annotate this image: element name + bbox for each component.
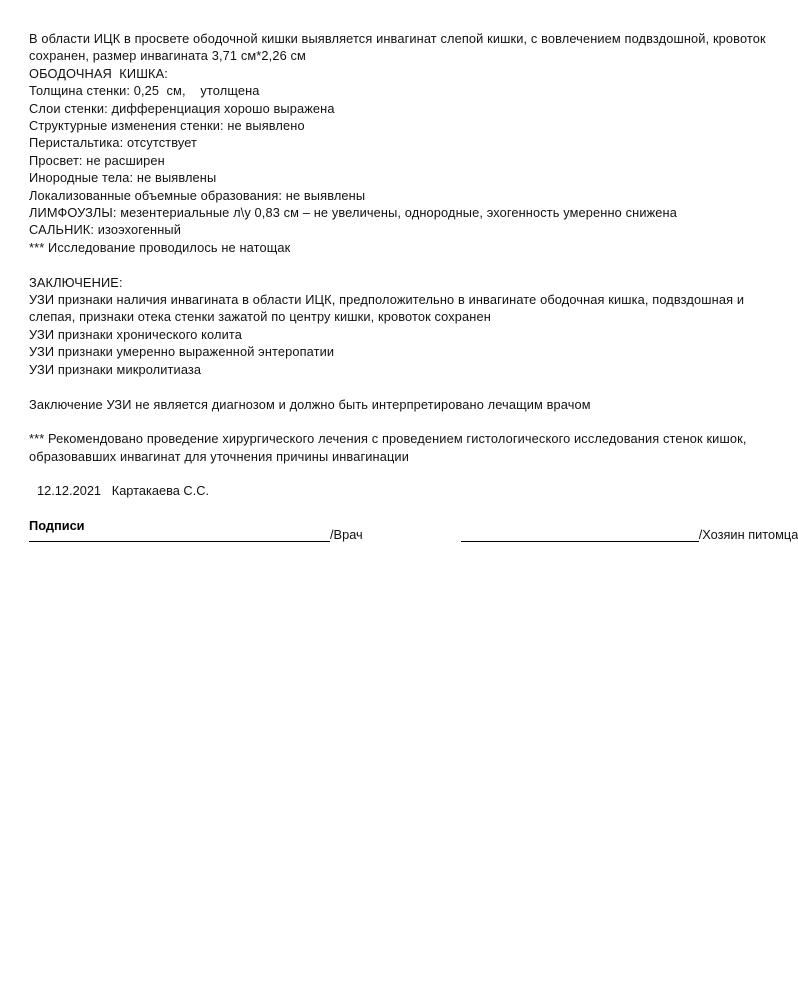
signature-block-doctor — [29, 524, 363, 542]
finding-peristalsis: Перистальтика: отсутствует — [29, 135, 198, 151]
finding-lumen: Просвет: не расширен — [29, 152, 165, 168]
signature-author-name: Картакаева С.С. — [111, 483, 210, 499]
conclusion-item-microlithiasis: УЗИ признаки микролитиаза — [29, 361, 202, 377]
lymph-nodes-finding: ЛИМФОУЗЛЫ: мезентериальные л\у 0,83 см – не увеличены, однородные, эхогенность умеренно снижена — [29, 205, 677, 221]
omentum-finding: САЛЬНИК: изоэхогенный — [29, 222, 181, 238]
signature-date: 12.12.2021 — [37, 483, 102, 499]
recommendation-text: *** Рекомендовано проведение хирургического лечения с проведением гистологического исследования стенок кишок, образовавших инвагинат для уточнения причины инвагинации — [29, 431, 747, 464]
signature-date-row — [29, 482, 798, 499]
finding-localized-masses: Локализованные объемные образования: не выявлены — [29, 187, 366, 203]
disclaimer-text: Заключение УЗИ не является диагнозом и должно быть интерпретировано лечащим врачом — [29, 396, 591, 412]
intro-paragraph: В области ИЦК в просвете ободочной кишки выявляется инвагинат слепой кишки, с вовлечением подвздошной, кровоток сохранен, размер инвагината 3,71 см*2,26 см — [29, 31, 766, 64]
finding-foreign-bodies: Инородные тела: не выявлены — [29, 170, 217, 186]
finding-structural-changes: Структурные изменения стенки: не выявлено — [29, 118, 305, 134]
signature-line-doctor[interactable] — [29, 528, 330, 542]
spacer-before-conclusion — [29, 256, 798, 273]
spacer-before-disclaimer — [29, 378, 798, 395]
signature-block-owner — [461, 524, 798, 542]
fasting-note: *** Исследование проводилось не натощак — [29, 239, 291, 255]
finding-wall-layers: Слои стенки: дифференциация хорошо выражена — [29, 100, 335, 116]
signature-label-owner: /Хозяин питомца — [698, 527, 798, 542]
finding-wall-thickness: Толщина стенки: 0,25 см, утолщена — [29, 83, 260, 99]
spacer-before-recommendation — [29, 413, 798, 430]
document-body — [29, 30, 798, 534]
spacer-before-signatures — [29, 500, 798, 517]
signatures-heading: Подписи — [29, 517, 85, 533]
conclusion-heading: ЗАКЛЮЧЕНИЕ: — [29, 274, 123, 290]
signature-lines-row — [29, 524, 798, 544]
signature-line-owner[interactable] — [461, 528, 699, 542]
conclusion-item-enteropathy: УЗИ признаки умеренно выраженной энтеропатии — [29, 344, 335, 360]
spacer-before-date — [29, 465, 798, 482]
conclusion-item-colitis: УЗИ признаки хронического колита — [29, 326, 242, 342]
colon-section-heading: ОБОДОЧНАЯ КИШКА: — [29, 65, 168, 81]
signature-label-doctor: /Врач — [330, 527, 363, 542]
conclusion-item-invagination: УЗИ признаки наличия инвагината в области ИЦК, предположительно в инвагинате ободочная кишка, подвздошная и слепая, признаки отека стенки зажатой по центру кишки, кровоток сохранен — [29, 292, 745, 325]
